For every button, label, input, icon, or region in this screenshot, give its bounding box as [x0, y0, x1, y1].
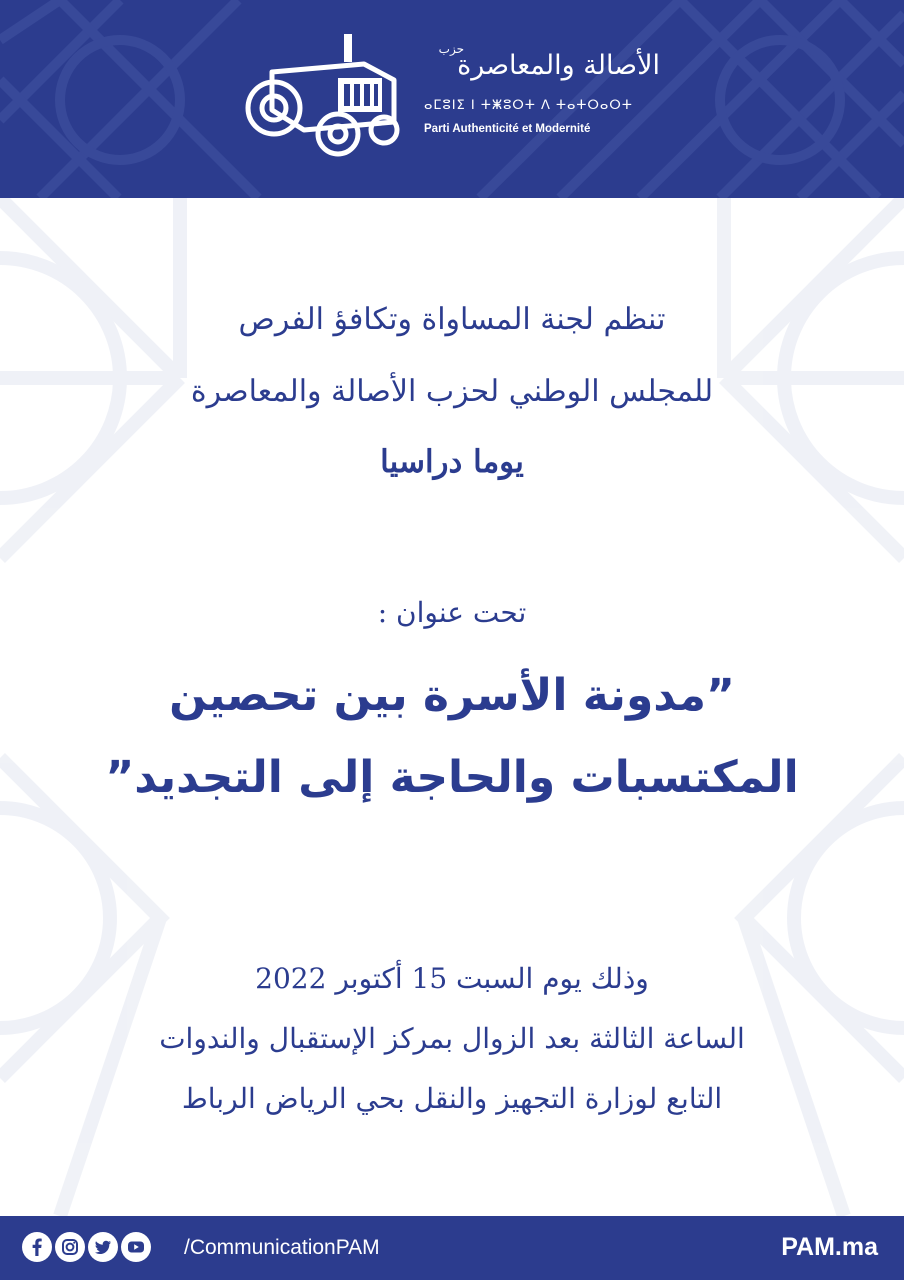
- twitter-icon[interactable]: [88, 1232, 118, 1262]
- tractor-icon: [244, 30, 408, 160]
- details-line-3: التابع لوزارة التجهيز والنقل بحي الرياض الرباط: [181, 1082, 723, 1115]
- facebook-icon[interactable]: [22, 1232, 52, 1262]
- youtube-icon[interactable]: [121, 1232, 151, 1262]
- party-brand: [420, 42, 660, 135]
- party-name-tifinagh: ⴰⵎⵓⵏⵉ ⵏ ⵜⵥⵓⵔⵜ ⴷ ⵜⴰⵜⵔⴰⵔⵜ: [424, 98, 633, 113]
- intro-line-3: يوما دراسيا: [380, 444, 524, 480]
- details-line-2: الساعة الثالثة بعد الزوال بمركز الإستقبال والندوات: [159, 1022, 745, 1055]
- intro-line-1: تنظم لجنة المساواة وتكافؤ الفرص: [238, 302, 666, 337]
- intro-line-2: للمجلس الوطني لحزب الأصالة والمعاصرة: [190, 374, 714, 409]
- social-handle[interactable]: /CommunicationPAM: [184, 1236, 380, 1259]
- website-link[interactable]: PAM.ma: [781, 1233, 878, 1261]
- details-line-1: وذلك يوم السبت 15 أكتوبر 2022: [255, 962, 649, 995]
- party-name-ar: الأصالة والمعاصرة: [457, 50, 660, 81]
- party-word-ar: حزب: [438, 42, 464, 56]
- social-icons: [22, 1232, 154, 1262]
- title-label: تحت عنوان :: [377, 596, 527, 629]
- footer-bar: [0, 1216, 904, 1280]
- instagram-icon[interactable]: [55, 1232, 85, 1262]
- party-name-fr: Parti Authenticité et Modernité: [424, 123, 591, 135]
- header-banner: [0, 0, 904, 198]
- headline-line-1: ”مدونة الأسرة بين تحصين: [169, 670, 735, 721]
- headline-line-2: المكتسبات والحاجة إلى التجديد”: [105, 752, 799, 803]
